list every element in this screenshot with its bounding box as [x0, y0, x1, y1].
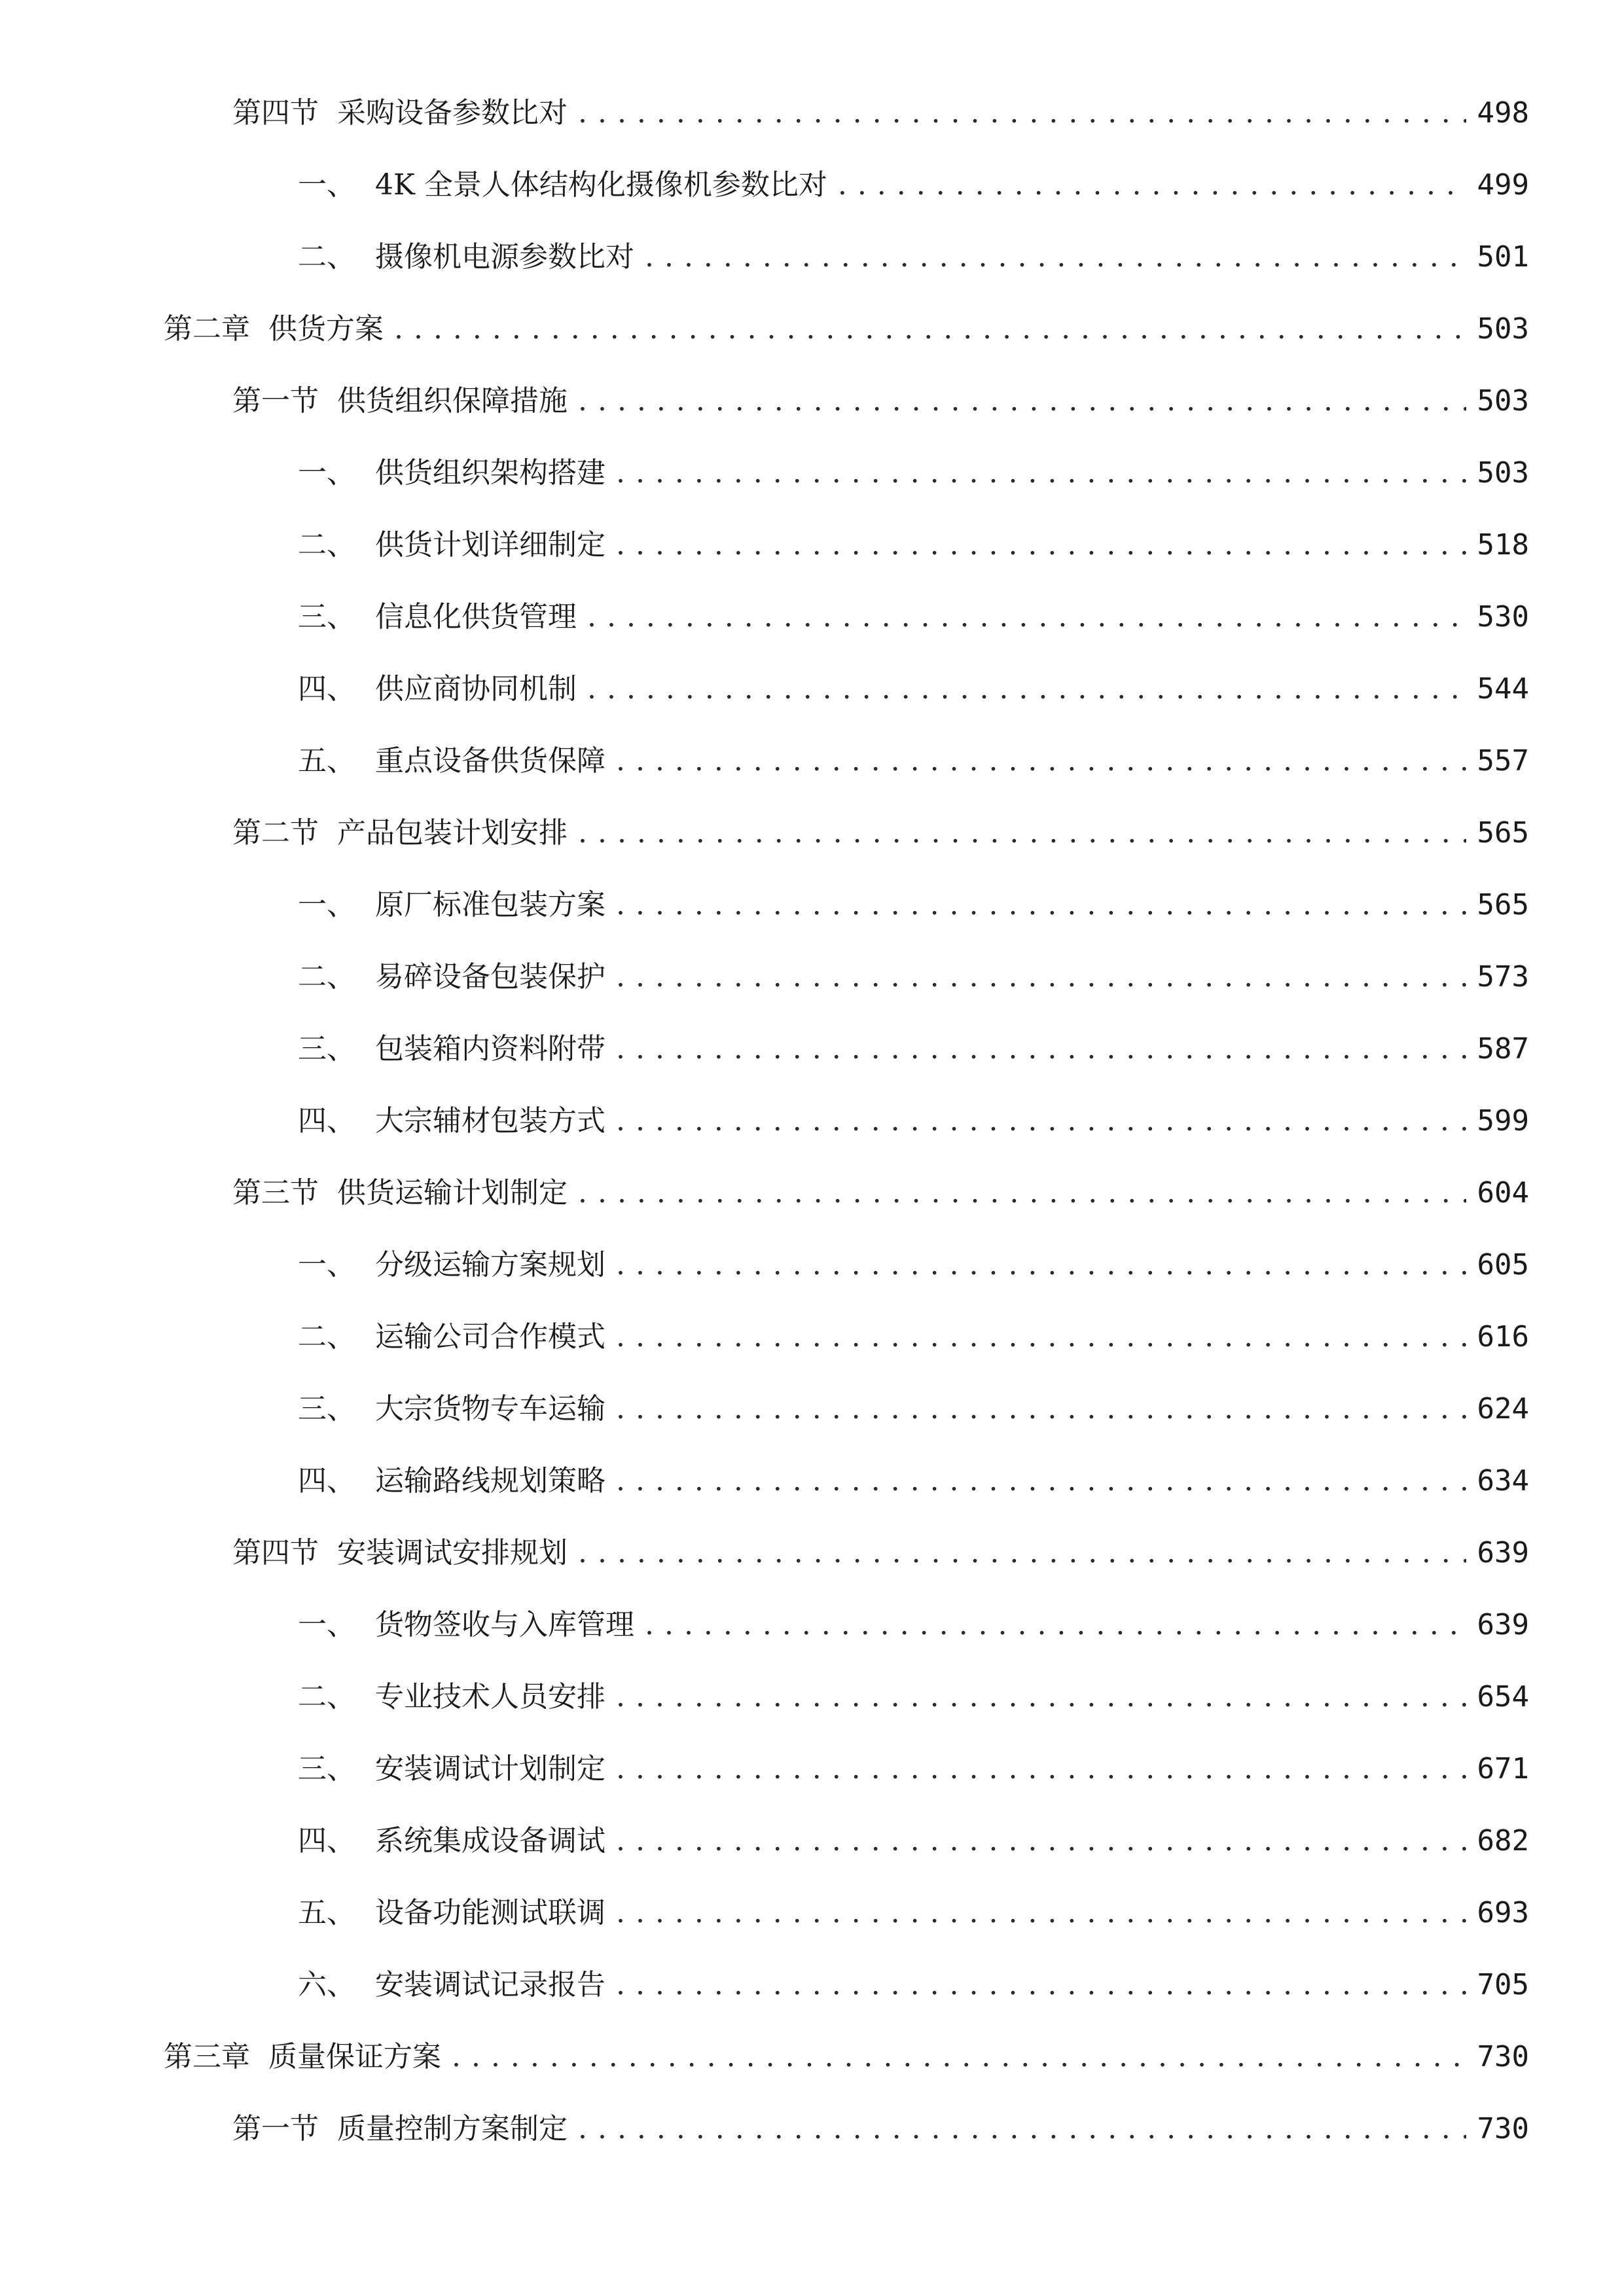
dot-leader — [616, 1445, 1466, 1517]
toc-entry-number: 第二节 — [232, 816, 319, 850]
dot-leader — [616, 437, 1466, 509]
toc-entry-number: 四、 — [298, 1464, 355, 1498]
toc-entry-number: 四、 — [298, 1104, 355, 1138]
toc-page-number: 682 — [1477, 1824, 1529, 1857]
toc-entry-title: 大宗辅材包装方式 — [375, 1104, 605, 1138]
toc-subsection-entry[interactable] — [0, 1949, 1624, 2021]
toc-subsection-entry[interactable] — [0, 149, 1624, 221]
toc-page-number: 605 — [1477, 1248, 1529, 1282]
dot-leader — [587, 581, 1466, 653]
toc-section-entry[interactable] — [0, 1157, 1624, 1229]
toc-subsection-entry[interactable] — [0, 1085, 1624, 1157]
toc-section-entry[interactable] — [0, 797, 1624, 869]
toc-entry-number: 一、 — [298, 888, 355, 922]
toc-entry-title: 供货计划详细制定 — [375, 528, 605, 562]
toc-subsection-entry[interactable] — [0, 941, 1624, 1013]
toc-page-number: 498 — [1477, 96, 1529, 130]
toc-entry-number: 六、 — [298, 1968, 355, 2001]
toc-page-number: 544 — [1477, 672, 1529, 706]
toc-entry-title: 设备功能测试联调 — [375, 1896, 605, 1929]
toc-entry-number: 二、 — [298, 240, 355, 274]
toc-entry-title: 供应商协同机制 — [375, 672, 577, 706]
toc-page-number: 693 — [1477, 1896, 1529, 1929]
toc-page-number: 616 — [1477, 1320, 1529, 1354]
toc-subsection-entry[interactable] — [0, 1877, 1624, 1949]
toc-section-entry[interactable] — [0, 365, 1624, 437]
toc-section-entry[interactable] — [0, 2093, 1624, 2165]
toc-entry-title: 4K 全景人体结构化摄像机参数比对 — [375, 168, 827, 202]
toc-entry-title: 信息化供货管理 — [375, 600, 577, 634]
toc-entry-number: 一、 — [298, 1248, 355, 1282]
toc-subsection-entry[interactable] — [0, 1733, 1624, 1805]
dot-leader — [578, 2093, 1466, 2165]
toc-entry-title: 易碎设备包装保护 — [375, 960, 605, 994]
toc-page-number: 573 — [1477, 960, 1529, 994]
toc-entry-number: 第三章 — [164, 2040, 250, 2073]
toc-entry-title: 安装调试计划制定 — [375, 1752, 605, 1785]
dot-leader — [645, 1589, 1466, 1661]
dot-leader — [578, 77, 1466, 149]
toc-page-number: 565 — [1477, 816, 1529, 850]
dot-leader — [616, 1877, 1466, 1949]
dot-leader — [616, 509, 1466, 581]
toc-subsection-entry[interactable] — [0, 1013, 1624, 1085]
toc-section-entry[interactable] — [0, 77, 1624, 149]
toc-subsection-entry[interactable] — [0, 1373, 1624, 1445]
dot-leader — [616, 1805, 1466, 1877]
toc-page-number: 604 — [1477, 1176, 1529, 1210]
toc-entry-number: 三、 — [298, 600, 355, 634]
dot-leader — [578, 365, 1466, 437]
toc-entry-number: 二、 — [298, 1680, 355, 1713]
dot-leader — [578, 1157, 1466, 1229]
dot-leader — [616, 1085, 1466, 1157]
toc-entry-number: 二、 — [298, 528, 355, 562]
toc-subsection-entry[interactable] — [0, 869, 1624, 941]
toc-entry-title: 质量控制方案制定 — [337, 2112, 568, 2145]
toc-subsection-entry[interactable] — [0, 509, 1624, 581]
dot-leader — [578, 797, 1466, 869]
toc-entry-title: 供货运输计划制定 — [337, 1176, 568, 1210]
toc-page-number: 501 — [1477, 240, 1529, 274]
toc-page-number: 503 — [1477, 384, 1529, 418]
toc-entry-number: 五、 — [298, 1896, 355, 1929]
dot-leader — [578, 1517, 1466, 1589]
toc-subsection-entry[interactable] — [0, 581, 1624, 653]
dot-leader — [452, 2021, 1466, 2093]
toc-entry-number: 五、 — [298, 744, 355, 778]
toc-entry-number: 四、 — [298, 672, 355, 706]
dot-leader — [616, 1373, 1466, 1445]
toc-chapter-entry[interactable] — [0, 293, 1624, 365]
toc-subsection-entry[interactable] — [0, 1661, 1624, 1733]
dot-leader — [394, 293, 1466, 365]
toc-entry-title: 原厂标准包装方案 — [375, 888, 605, 922]
dot-leader — [616, 1661, 1466, 1733]
toc-entry-title: 安装调试安排规划 — [337, 1536, 568, 1570]
toc-page-number: 557 — [1477, 744, 1529, 778]
toc-subsection-entry[interactable] — [0, 221, 1624, 293]
toc-subsection-entry[interactable] — [0, 725, 1624, 797]
dot-leader — [616, 1949, 1466, 2021]
toc-page-number: 639 — [1477, 1536, 1529, 1570]
dot-leader — [616, 1013, 1466, 1085]
dot-leader — [645, 221, 1466, 293]
toc-entry-title: 运输公司合作模式 — [375, 1320, 605, 1354]
toc-subsection-entry[interactable] — [0, 1589, 1624, 1661]
toc-page-number: 499 — [1477, 168, 1529, 202]
toc-subsection-entry[interactable] — [0, 437, 1624, 509]
toc-entry-number: 一、 — [298, 168, 355, 202]
toc-entry-number: 第一节 — [232, 2112, 319, 2145]
toc-page-number: 705 — [1477, 1968, 1529, 2001]
toc-subsection-entry[interactable] — [0, 653, 1624, 725]
toc-entry-title: 大宗货物专车运输 — [375, 1392, 605, 1426]
dot-leader — [616, 869, 1466, 941]
toc-entry-title: 货物签收与入库管理 — [375, 1608, 634, 1641]
dot-leader — [616, 725, 1466, 797]
dot-leader — [587, 653, 1466, 725]
toc-page-number: 634 — [1477, 1464, 1529, 1498]
toc-page-number: 565 — [1477, 888, 1529, 922]
toc-entry-title: 采购设备参数比对 — [337, 96, 568, 130]
toc-page-number: 730 — [1477, 2112, 1529, 2145]
toc-subsection-entry[interactable] — [0, 1445, 1624, 1517]
table-of-contents — [0, 77, 1624, 2165]
toc-subsection-entry[interactable] — [0, 1229, 1624, 1301]
toc-page-number: 587 — [1477, 1032, 1529, 1066]
dot-leader — [616, 1733, 1466, 1805]
toc-page-number: 624 — [1477, 1392, 1529, 1426]
toc-entry-title: 供货方案 — [268, 312, 384, 346]
toc-entry-number: 一、 — [298, 456, 355, 490]
dot-leader — [616, 941, 1466, 1013]
toc-entry-number: 一、 — [298, 1608, 355, 1641]
toc-entry-number: 三、 — [298, 1392, 355, 1426]
toc-entry-title: 安装调试记录报告 — [375, 1968, 605, 2001]
dot-leader — [616, 1229, 1466, 1301]
toc-page-number: 599 — [1477, 1104, 1529, 1138]
toc-page-number: 530 — [1477, 600, 1529, 634]
toc-entry-number: 第四节 — [232, 96, 319, 130]
toc-page-number: 671 — [1477, 1752, 1529, 1785]
toc-entry-number: 第一节 — [232, 384, 319, 418]
toc-entry-number: 第二章 — [164, 312, 250, 346]
toc-page-number: 639 — [1477, 1608, 1529, 1641]
toc-entry-title: 产品包装计划安排 — [337, 816, 568, 850]
toc-subsection-entry[interactable] — [0, 1301, 1624, 1373]
toc-entry-number: 二、 — [298, 1320, 355, 1354]
toc-entry-title: 运输路线规划策略 — [375, 1464, 605, 1498]
toc-chapter-entry[interactable] — [0, 2021, 1624, 2093]
toc-entry-number: 四、 — [298, 1824, 355, 1857]
toc-entry-number: 第四节 — [232, 1536, 319, 1570]
toc-entry-title: 分级运输方案规划 — [375, 1248, 605, 1282]
toc-page-number: 654 — [1477, 1680, 1529, 1713]
toc-entry-number: 二、 — [298, 960, 355, 994]
toc-entry-title: 系统集成设备调试 — [375, 1824, 605, 1857]
toc-entry-number: 三、 — [298, 1032, 355, 1066]
toc-entry-title: 包装箱内资料附带 — [375, 1032, 605, 1066]
toc-entry-title: 质量保证方案 — [268, 2040, 441, 2073]
toc-page-number: 518 — [1477, 528, 1529, 562]
toc-entry-title: 重点设备供货保障 — [375, 744, 605, 778]
toc-section-entry[interactable] — [0, 1517, 1624, 1589]
toc-entry-title: 供货组织架构搭建 — [375, 456, 605, 490]
toc-entry-number: 第三节 — [232, 1176, 319, 1210]
toc-page-number: 503 — [1477, 456, 1529, 490]
toc-page-number: 503 — [1477, 312, 1529, 346]
toc-entry-number: 三、 — [298, 1752, 355, 1785]
toc-entry-title: 摄像机电源参数比对 — [375, 240, 634, 274]
toc-subsection-entry[interactable] — [0, 1805, 1624, 1877]
toc-page-number: 730 — [1477, 2040, 1529, 2073]
toc-entry-title: 专业技术人员安排 — [375, 1680, 605, 1713]
dot-leader — [838, 149, 1466, 221]
dot-leader — [616, 1301, 1466, 1373]
toc-entry-title: 供货组织保障措施 — [337, 384, 568, 418]
